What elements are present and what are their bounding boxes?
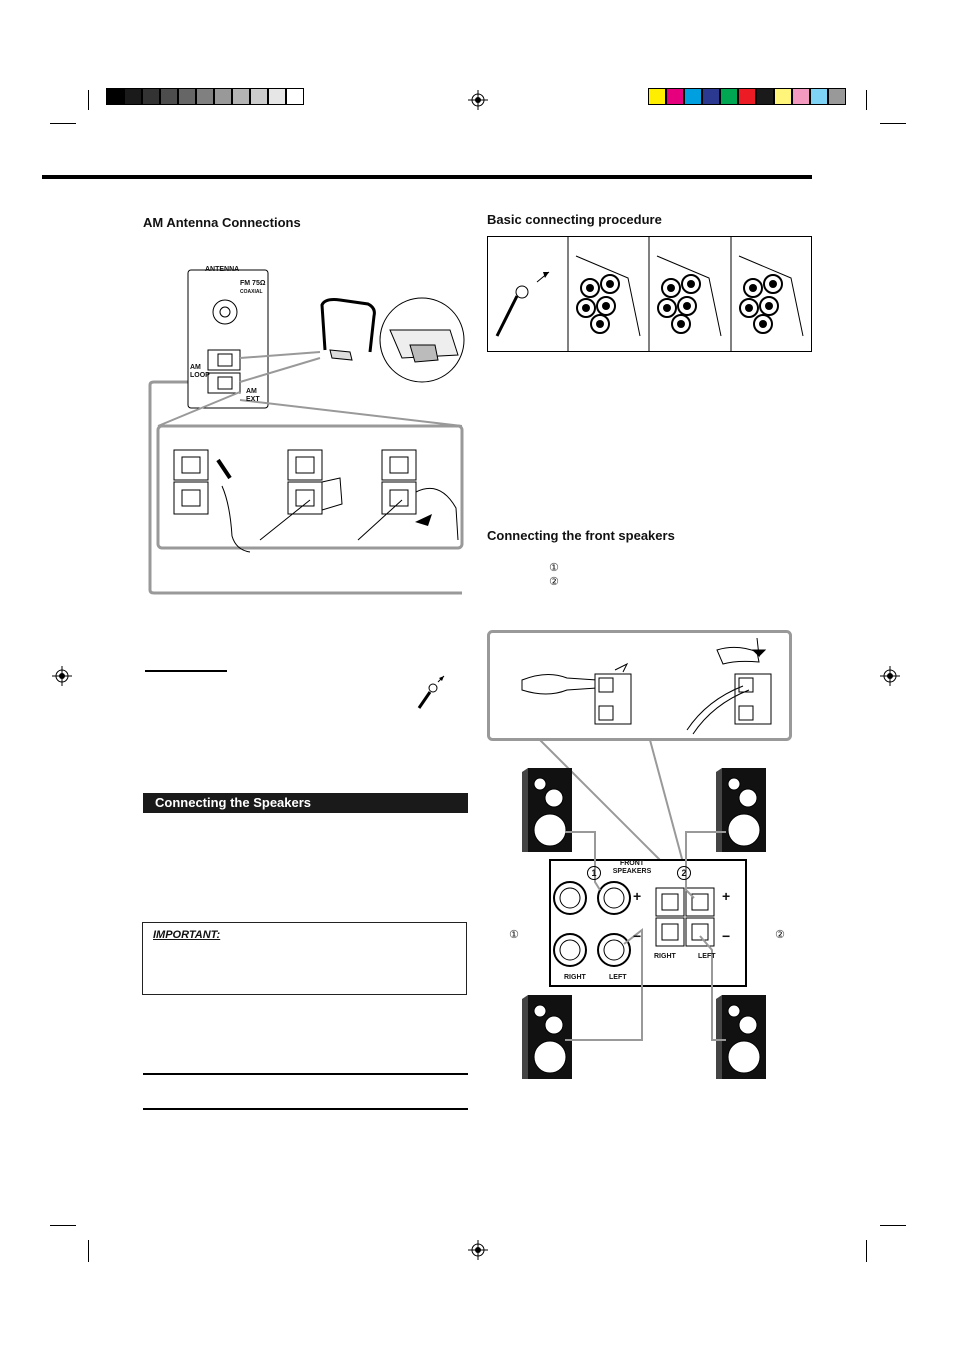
crop-mark bbox=[88, 1240, 89, 1262]
color-swatch bbox=[178, 88, 196, 105]
plus-symbol: + bbox=[633, 888, 642, 904]
left-label: LEFT bbox=[609, 974, 627, 981]
color-swatch bbox=[666, 88, 684, 105]
crop-mark bbox=[866, 1240, 867, 1262]
color-swatch bbox=[250, 88, 268, 105]
minus-symbol: − bbox=[722, 928, 731, 944]
speaker-icon bbox=[522, 768, 572, 852]
color-swatch bbox=[720, 88, 738, 105]
section-title-bar: Connecting the Speakers bbox=[143, 793, 468, 813]
registration-target-icon bbox=[52, 666, 72, 686]
color-swatch bbox=[142, 88, 160, 105]
binding-post-center bbox=[745, 304, 753, 312]
crop-mark bbox=[88, 90, 89, 110]
color-swatch bbox=[792, 88, 810, 105]
color-swatch bbox=[232, 88, 250, 105]
speaker-icon bbox=[716, 768, 766, 852]
side-marker-2: ② bbox=[775, 928, 785, 941]
binding-post-center bbox=[586, 284, 594, 292]
binding-post-center bbox=[606, 280, 614, 288]
speaker-icon bbox=[522, 995, 572, 1079]
binding-post-center bbox=[667, 284, 675, 292]
color-swatch bbox=[160, 88, 178, 105]
note-rule bbox=[145, 670, 227, 672]
top-rule bbox=[42, 175, 812, 179]
panel-number-2: 2 bbox=[677, 866, 691, 880]
crop-mark bbox=[866, 90, 867, 110]
color-swatch bbox=[268, 88, 286, 105]
coaxial-label: COAXIAL bbox=[240, 289, 263, 295]
wire-end-icon bbox=[416, 672, 446, 712]
front-speakers-label: FRONT SPEAKERS bbox=[612, 860, 652, 875]
binding-post-center bbox=[749, 284, 757, 292]
am-antenna-illustration bbox=[140, 260, 470, 600]
speaker-connection-diagram bbox=[500, 740, 800, 1085]
side-marker-1: ① bbox=[509, 928, 519, 941]
minus-symbol: − bbox=[633, 928, 642, 944]
color-swatch bbox=[124, 88, 142, 105]
binding-post-center bbox=[677, 320, 685, 328]
binding-post-center bbox=[769, 280, 777, 288]
crop-mark bbox=[880, 1225, 906, 1226]
antenna-label: ANTENNA bbox=[205, 266, 240, 273]
front-speakers-heading: Connecting the front speakers bbox=[487, 528, 675, 543]
color-swatch bbox=[648, 88, 666, 105]
color-swatch bbox=[774, 88, 792, 105]
left-label: LEFT bbox=[698, 953, 716, 960]
color-swatch bbox=[286, 88, 304, 105]
binding-post-center bbox=[596, 320, 604, 328]
color-swatch bbox=[106, 88, 124, 105]
am-loop-label: AM LOOP bbox=[190, 364, 210, 379]
speaker-wire-insertion-illustration bbox=[487, 630, 792, 742]
registration-target-icon bbox=[880, 666, 900, 686]
right-label: RIGHT bbox=[564, 974, 586, 981]
step-marker-2: ② bbox=[549, 575, 559, 588]
basic-procedure-heading: Basic connecting procedure bbox=[487, 212, 662, 227]
binding-post-center bbox=[582, 304, 590, 312]
important-label: IMPORTANT: bbox=[153, 929, 221, 941]
crop-mark bbox=[50, 1225, 76, 1226]
basic-procedure-illustration bbox=[487, 236, 812, 352]
binding-post-center bbox=[663, 304, 671, 312]
am-ext-label: AM EXT bbox=[246, 388, 260, 403]
right-label: RIGHT bbox=[654, 953, 676, 960]
fm-label: FM 75Ω bbox=[240, 280, 266, 287]
crop-mark bbox=[50, 123, 76, 124]
speaker-icon bbox=[716, 995, 766, 1079]
binding-post-center bbox=[765, 302, 773, 310]
plus-symbol: + bbox=[722, 888, 731, 904]
color-swatch bbox=[756, 88, 774, 105]
registration-target-icon bbox=[468, 90, 488, 110]
binding-post-center bbox=[683, 302, 691, 310]
step-marker-1: ① bbox=[549, 561, 559, 574]
color-swatch bbox=[810, 88, 828, 105]
bottom-rule bbox=[143, 1073, 468, 1075]
registration-target-icon bbox=[468, 1240, 488, 1260]
crop-mark bbox=[880, 123, 906, 124]
color-swatch bbox=[828, 88, 846, 105]
important-box bbox=[142, 922, 467, 995]
binding-post-center bbox=[687, 280, 695, 288]
color-swatch bbox=[702, 88, 720, 105]
color-swatch bbox=[738, 88, 756, 105]
binding-post-center bbox=[759, 320, 767, 328]
binding-post-center bbox=[602, 302, 610, 310]
panel-number-1: 1 bbox=[587, 866, 601, 880]
bottom-rule bbox=[143, 1108, 468, 1110]
color-swatch bbox=[214, 88, 232, 105]
am-antenna-heading: AM Antenna Connections bbox=[143, 215, 301, 230]
color-swatch bbox=[684, 88, 702, 105]
color-swatch bbox=[196, 88, 214, 105]
